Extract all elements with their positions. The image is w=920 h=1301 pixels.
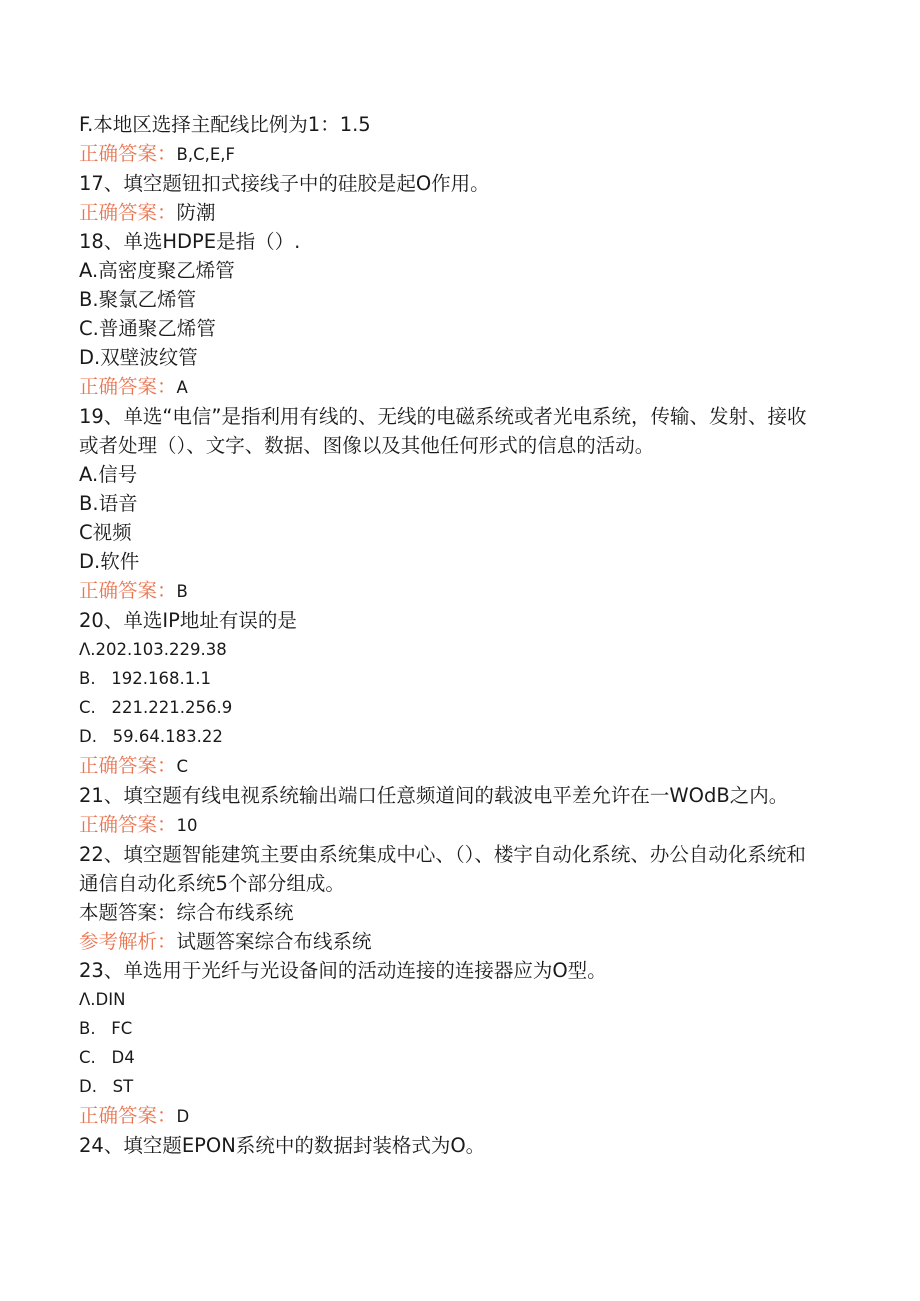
analysis-value: 试题答案综合布线系统: [176, 930, 372, 953]
q23-answer: [79, 1101, 824, 1131]
answer-label: 正确答案：: [79, 142, 177, 165]
answer-label: 正确答案：: [79, 579, 177, 602]
answer-value: B: [176, 582, 188, 601]
answer-value: 防潮: [176, 201, 216, 224]
q19-option-d: D.软件: [79, 550, 140, 573]
q20-option-d: D. 59.64.183.22: [79, 727, 223, 746]
q22-analysis: [79, 927, 824, 956]
answer-label: 正确答案：: [79, 201, 177, 224]
answer-value: C: [176, 757, 189, 776]
q17-answer: [79, 198, 824, 227]
q21-question: 21、填空题有线电视系统输出端口任意频道间的载波电平差允许在一WOdB之内。: [79, 784, 789, 807]
q24-question: 24、填空题EPON系统中的数据封装格式为O。: [79, 1134, 486, 1157]
answer-value: 综合布线系统: [176, 901, 294, 924]
q20-option-b: B. 192.168.1.1: [79, 669, 212, 688]
q22-answer: [79, 898, 824, 927]
q19-option-c: C视频: [79, 521, 132, 544]
q19-option-b: B.语音: [79, 492, 138, 515]
answer-label: 本题答案：: [79, 901, 177, 924]
q16-option-f: F.本地区选择主配线比例为1：1.5: [79, 113, 371, 136]
document-page: [79, 110, 824, 1160]
answer-value: A: [176, 378, 188, 397]
q22-question: 22、填空题智能建筑主要由系统集成中心、（）、楼宇自动化系统、办公自动化系统和通信自动化系统5个部分组成。: [79, 843, 806, 895]
answer-label: 正确答案：: [79, 813, 177, 836]
q20-option-c: C. 221.221.256.9: [79, 698, 233, 717]
q23-option-d: D. ST: [79, 1077, 134, 1096]
q18-option-d: D.双壁波纹管: [79, 346, 198, 369]
answer-label: 正确答案：: [79, 1104, 177, 1127]
q20-answer: [79, 751, 824, 781]
answer-value: D: [176, 1107, 190, 1126]
q19-answer: [79, 576, 824, 606]
q18-option-a: A.高密度聚乙烯管: [79, 259, 235, 282]
q21-answer: [79, 810, 824, 840]
q23-option-a: Λ.DIN: [79, 990, 126, 1009]
answer-label: 正确答案：: [79, 754, 177, 777]
q20-question: 20、单选IP地址有误的是: [79, 609, 297, 632]
q19-option-a: A.信号: [79, 463, 138, 486]
q23-question: 23、单选用于光纤与光设备间的活动连接的连接器应为O型。: [79, 959, 607, 982]
q16-answer: [79, 139, 824, 169]
q18-option-c: C.普通聚乙烯管: [79, 317, 216, 340]
q23-option-c: C. D4: [79, 1048, 135, 1067]
answer-label: 正确答案：: [79, 375, 177, 398]
q18-question: 18、单选HDPE是指（）.: [79, 230, 301, 253]
q20-option-a: Λ.202.103.229.38: [79, 640, 227, 659]
q19-question: 19、单选“电信”是指利用有线的、无线的电磁系统或者光电系统，传输、发射、接收或者处理（）、文字、数据、图像以及其他任何形式的信息的活动。: [79, 405, 807, 457]
q23-option-b: B. FC: [79, 1019, 133, 1038]
answer-value: 10: [176, 816, 198, 835]
q18-option-b: B.聚氯乙烯管: [79, 288, 197, 311]
q18-answer: [79, 372, 824, 402]
q17-question: 17、填空题钮扣式接线子中的硅胶是起O作用。: [79, 172, 490, 195]
answer-value: B,C,E,F: [176, 145, 236, 164]
analysis-label: 参考解析：: [79, 930, 177, 953]
